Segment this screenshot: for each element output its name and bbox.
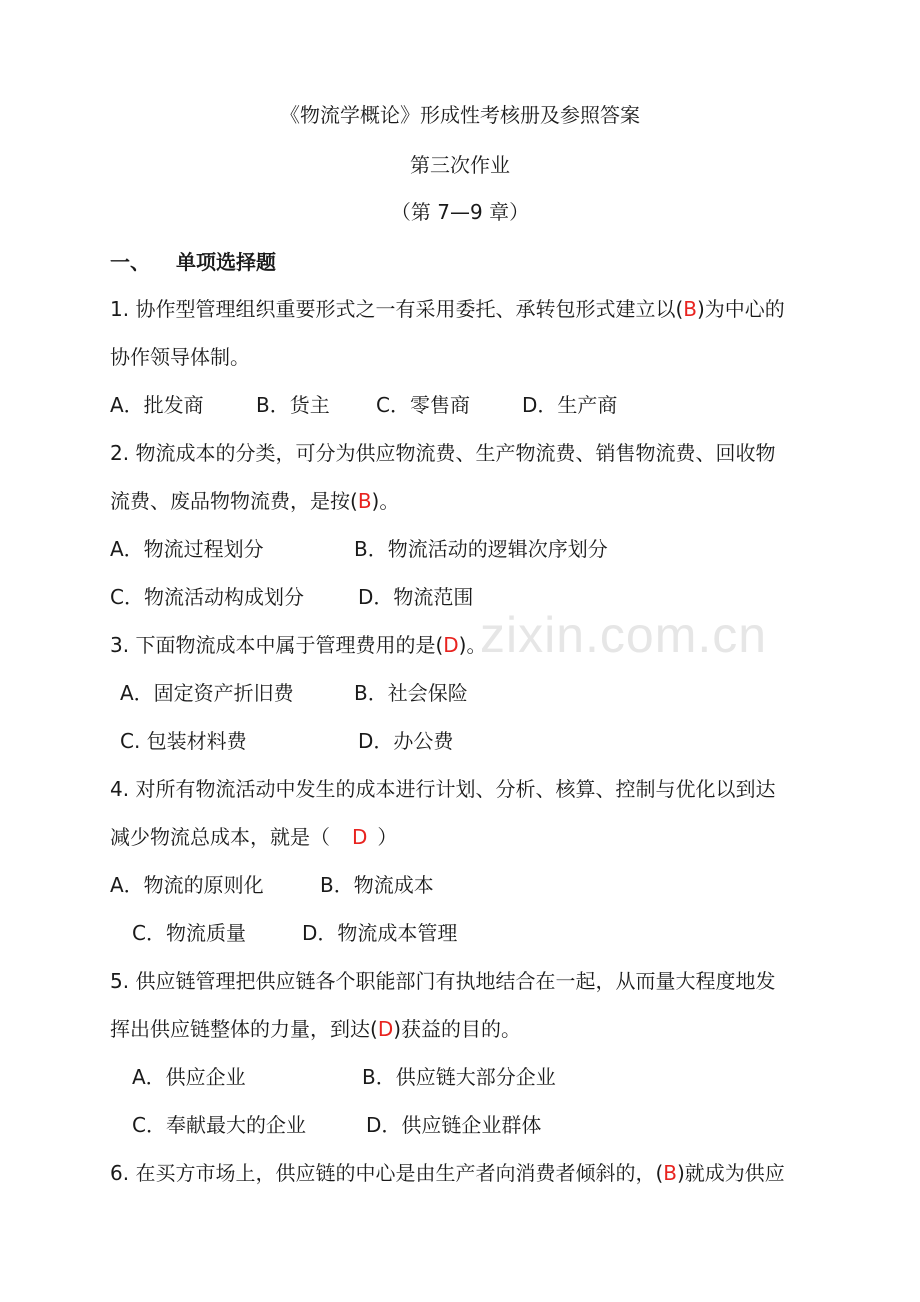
q2-line2 [110,488,399,514]
q5-option-a: A．供应企业 [132,1065,246,1089]
q2-option-d: D．物流范围 [358,585,474,609]
q6-text-pre: 6. 在买方市场上，供应链的中心是由生产者向消费者倾斜的，( [110,1161,664,1185]
q1-line1 [110,296,785,322]
q4-line1: 4. 对所有物流活动中发生的成本进行计划、分析、核算、控制与优化以到达 [110,777,776,801]
q6-line1 [110,1160,785,1186]
q1-line2: 协作领导体制。 [110,345,250,369]
q5-text-post: )获益的目的。 [393,1017,522,1041]
q3-option-c: C. 包装材料费 [120,729,247,753]
doc-title: 《物流学概论》形成性考核册及参照答案 [280,103,640,127]
q6-text-post: )就成为供应 [676,1161,785,1185]
section-title: 单项选择题 [176,250,276,274]
q5-option-d: D．供应链企业群体 [366,1113,542,1137]
q6-answer: B [663,1161,677,1185]
q1-option-a: A．批发商 [110,393,204,417]
doc-subtitle: 第三次作业 [410,153,510,177]
q2-text-pre: 流费、废品物物流费，是按( [110,489,358,513]
q3-text-post: )。 [458,633,487,657]
q1-text-post: )为中心的 [696,297,785,321]
doc-chapters: （第 7—9 章） [390,200,530,224]
q3-answer: D [443,633,459,657]
q3-option-a: A．固定资产折旧费 [120,681,294,705]
q4-answer: D [352,825,368,849]
q3-option-d: D．办公费 [358,729,454,753]
q4-option-a: A．物流的原则化 [110,873,264,897]
q4-text-pre: 减少物流总成本，就是（ [110,825,330,849]
q1-option-c: C．零售商 [376,393,470,417]
q3-line1 [110,632,486,658]
q2-option-b: B．物流活动的逻辑次序划分 [354,537,608,561]
q2-text-post: )。 [371,489,400,513]
q1-answer: B [683,297,697,321]
q3-text-pre: 3. 下面物流成本中属于管理费用的是( [110,633,444,657]
q4-option-c: C．物流质量 [132,921,246,945]
q4-option-d: D．物流成本管理 [302,921,458,945]
q5-text-pre: 挥出供应链整体的力量，到达( [110,1017,378,1041]
q2-line1: 2. 物流成本的分类，可分为供应物流费、生产物流费、销售物流费、回收物 [110,441,776,465]
q1-option-d: D．生产商 [522,393,618,417]
q1-option-b: B．货主 [256,393,330,417]
watermark: zixin.com.cn [480,607,768,663]
q1-text-pre: 1. 协作型管理组织重要形式之一有采用委托、承转包形式建立以( [110,297,684,321]
q4-text-post: ） [377,825,398,849]
section-number: 一、 [110,250,150,274]
q2-option-a: A．物流过程划分 [110,537,264,561]
q3-option-b: B．社会保险 [354,681,468,705]
q2-answer: B [357,489,372,513]
q4-line2 [110,824,397,850]
q4-option-b: B．物流成本 [320,873,434,897]
q5-line1: 5. 供应链管理把供应链各个职能部门有执地结合在一起，从而量大程度地发 [110,969,776,993]
q2-option-c: C．物流活动构成划分 [110,585,304,609]
q5-answer: D [377,1017,394,1041]
q5-option-c: C．奉献最大的企业 [132,1113,306,1137]
q5-option-b: B．供应链大部分企业 [362,1065,556,1089]
q5-line2 [110,1016,521,1042]
